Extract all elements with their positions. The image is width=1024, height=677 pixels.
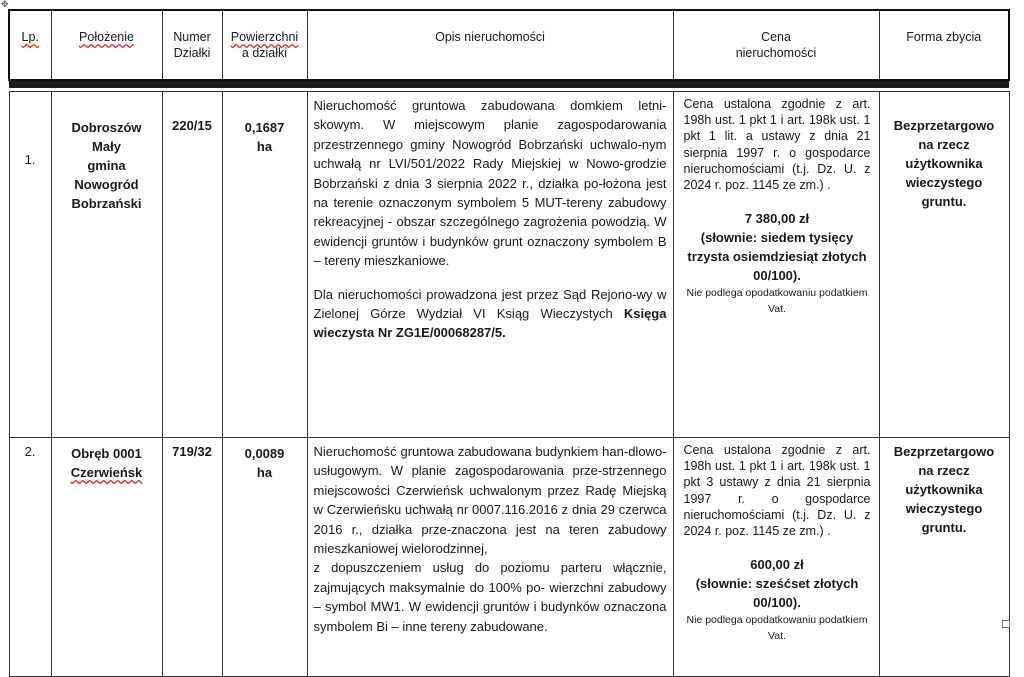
row-form: Bezprzetargowo na rzecz użytkownika wieczystego gruntu. [879, 438, 1009, 677]
header-powierzchnia: Powierzchni a działki [222, 10, 307, 80]
header-polozenie: Położenie [51, 10, 162, 80]
row-form: Bezprzetargowo na rzecz użytkownika wieczystego gruntu. [879, 92, 1009, 438]
header-numer: Numer Działki [162, 10, 222, 80]
row-lp: 2. [9, 438, 51, 677]
row-price: Cena ustalona zgodnie z art. 198h ust. 1 pkt 1 i art. 198k ust. 1 pkt 1 lit. a ustawy z dnia 21 sierpnia 1997 r. o gospodarce nieruchomościami (t.j. Dz. U. z 2024 r. poz. 1145 ze zm.) . 7 380,00 zł (słownie: siedem tysięcy trzysta osiemdziesiąt złotych 00/100). Nie podlega opodatkowaniu podatkiem Vat. [673, 92, 879, 438]
row-lp: 1. [9, 92, 51, 438]
header-forma: Forma zbycia [879, 10, 1009, 80]
row-area: 0,0089 ha [222, 438, 307, 677]
property-table [8, 9, 1010, 677]
table-move-handle-icon[interactable]: ✥ [1, 0, 9, 9]
header-row [9, 10, 1009, 80]
row-price: Cena ustalona zgodnie z art. 198h ust. 1 pkt 1 i art. 198k ust. 1 pkt 3 ustawy z dnia 21 sierpnia 1997 r. o gospodarce nieruchomościami (t.j. Dz. U. z 2024 r. poz. 1145 ze zm.) . 600,00 zł (słownie: sześćset złotych 00/100). Nie podlega opodatkowaniu podatkiem Vat. [673, 438, 879, 677]
row-description: Nieruchomość gruntowa zabudowana domkiem letni-skowym. W miejscowym planie zagospodarowania przestrzennego gminy Nowogród Bobrzański uchwalo-nym uchwałą nr LVI/501/2022 Rady Miejskiej w Nowo-grodzie Bobrzański z dnia 3 sierpnia 2022 r., działka po-łożona jest na terenie oznaczonym symbolem 5 MUT-tereny zabudowy rekreacyjnej - obszar szczególnego zagrożenia powodzią. W ewidencji gruntów i budynków grunt oznaczony symbolem B – tereny mieszkaniowe. Dla nieruchomości prowadzona jest przez Sąd Rejono-wy w Zielonej Górze Wydział VI Ksiąg Wieczystych Księga wieczysta Nr ZG1E/00068287/5. [307, 92, 673, 438]
row-parcel-number: 719/32 [162, 438, 222, 677]
header-opis: Opis nieruchomości [307, 10, 673, 80]
header-lp: Lp. [9, 10, 51, 80]
row-description: Nieruchomość gruntowa zabudowana budynkiem han-dlowo-usługowym. W planie zagospodarowania prze-strzennego miejscowości Czerwieńsk uchwalonym przez Radę Miejską w Czerwieńsku uchwałą nr 0007.116.2016 z dnia 29 czerwca 2016 r., działka prze-znaczona jest na teren zabudowy mieszkaniowej wielorodzinnej, z dopuszczeniem usług do poziomu parteru włącznie, zajmujących maksymalnie do 100% po- wierzchni zabudowy – symbol MW1. W ewidencji gruntów i budynków oznaczona symbolem Bi – inne tereny zabudowane. [307, 438, 673, 677]
row-location: Dobroszów Mały gmina Nowogród Bobrzański [51, 92, 162, 438]
header-cena: Cena nieruchomości [673, 10, 879, 80]
table-row [9, 92, 1009, 438]
table-resize-handle[interactable] [1002, 620, 1010, 628]
row-location: Obręb 0001 Czerwieńsk [51, 438, 162, 677]
header-separator [9, 80, 1009, 88]
row-area: 0,1687 ha [222, 92, 307, 438]
table-row [9, 438, 1009, 677]
row-parcel-number: 220/15 [162, 92, 222, 438]
